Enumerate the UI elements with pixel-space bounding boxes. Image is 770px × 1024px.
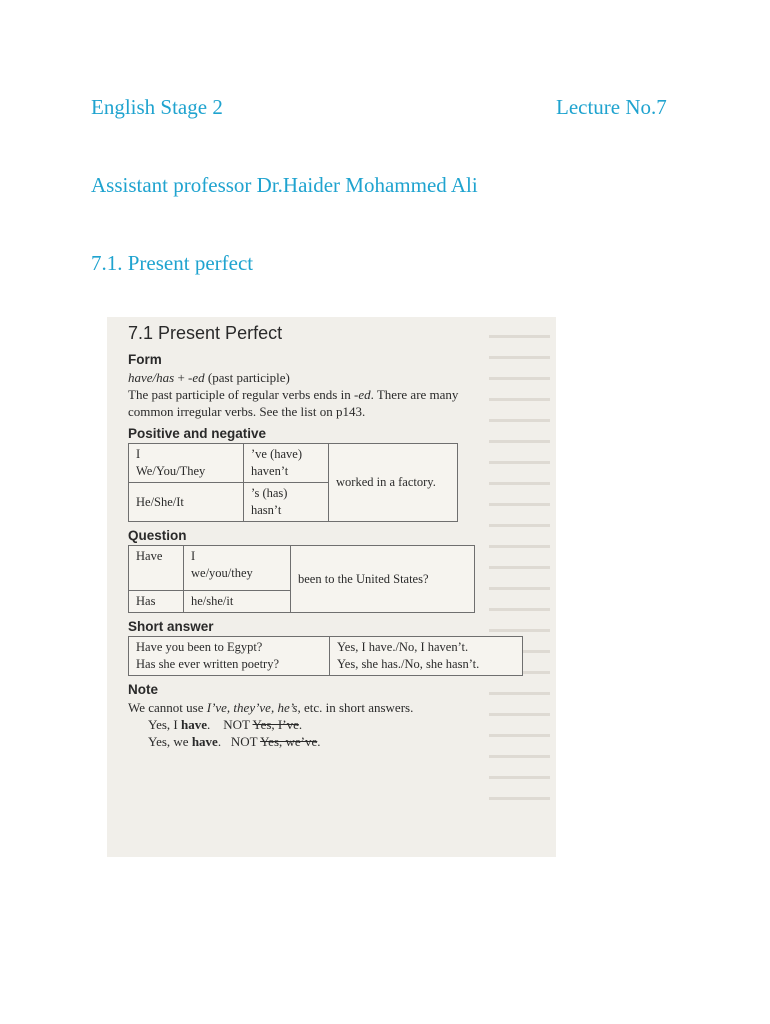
form-formula: have/has + -ed (past participle) [128,370,290,385]
auxiliary-cell: ’s (has) hasn’t [244,483,329,522]
note-example-2: Yes, we have. NOT Yes, we’ve. [148,734,321,749]
auxiliary-cell: ’ve (have) haven’t [244,444,329,483]
subject-cell: I We/You/They [129,444,244,483]
lecture-number: Lecture No.7 [556,95,667,119]
form-explanation-line-1: The past participle of regular verbs ends in -ed. There are many [128,387,459,402]
subject-cell: he/she/it [184,591,291,613]
form-heading: Form [128,352,162,367]
unit-title: 7.1 Present Perfect [128,323,283,343]
answer-cell: Yes, I have./No, I haven’t. Yes, she has./No, she hasn’t. [330,637,523,676]
question-cell: Have you been to Egypt? Has she ever written poetry? [129,637,330,676]
positive-negative-heading: Positive and negative [128,426,267,441]
section-heading: 7.1. Present perfect [91,251,254,275]
positive-negative-table [128,443,458,522]
auxiliary-cell: Have [129,546,184,591]
note-text: We cannot use I’ve, they’ve, he’s, etc. in short answers. [128,700,414,715]
question-heading: Question [128,528,187,543]
short-answer-heading: Short answer [128,619,214,634]
short-answer-table [128,636,523,676]
textbook-scan [107,317,556,857]
predicate-cell: worked in a factory. [329,444,458,522]
auxiliary-cell: Has [129,591,184,613]
subject-cell: I we/you/they [184,546,291,591]
note-heading: Note [128,682,158,697]
author-line: Assistant professor Dr.Haider Mohammed Ali [91,173,478,197]
subject-cell: He/She/It [129,483,244,522]
textbook-content [128,323,533,750]
course-title: English Stage 2 [91,95,223,119]
note-example-1: Yes, I have. NOT Yes, I’ve. [148,717,303,732]
question-table [128,545,475,613]
form-explanation-line-2: common irregular verbs. See the list on p143. [128,404,366,419]
predicate-cell: been to the United States? [291,546,475,613]
